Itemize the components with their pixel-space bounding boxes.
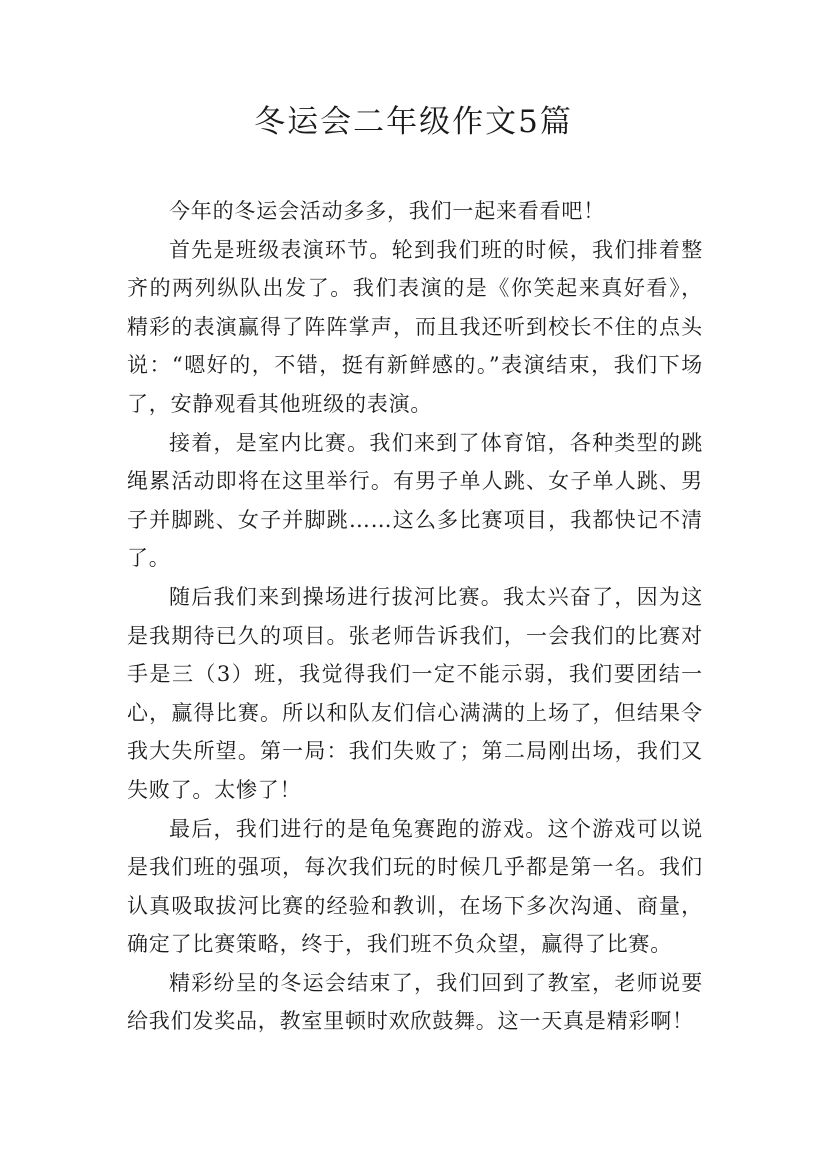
paragraph-tug-of-war: 随后我们来到操场进行拔河比赛。我太兴奋了，因为这是我期待已久的项目。张老师告诉我们，一会我们的比赛对手是三（3）班，我觉得我们一定不能示弱，我们要团结一心，赢得比赛。所以和队友们信心满满的上场了，但结果令我大失所望。第一局：我们失败了；第二局刚出场，我们又失败了。太惨了！: [127, 584, 703, 802]
paragraph-intro: 今年的冬运会活动多多，我们一起来看看吧！: [169, 199, 605, 223]
document-title: 冬运会二年级作文5篇: [254, 104, 573, 140]
paragraph-conclusion: 精彩纷呈的冬运会结束了，我们回到了教室，老师说要给我们发奖品，教室里顿时欢欣鼓舞。这一天真是精彩啊！: [127, 970, 703, 1034]
paragraph-class-performance: 首先是班级表演环节。轮到我们班的时候，我们排着整齐的两列纵队出发了。我们表演的是《你笑起来真好看》，精彩的表演赢得了阵阵掌声，而且我还听到校长不住的点头说：“嗯好的，不错，挺有新鲜感的。”表演结束，我们下场了，安静观看其他班级的表演。: [127, 237, 703, 416]
essay-body: [127, 192, 703, 1041]
paragraph-tortoise-hare-race: 最后，我们进行的是龟兔赛跑的游戏。这个游戏可以说是我们班的强项，每次我们玩的时候几乎都是第一名。我们认真吸取拔河比赛的经验和教训，在场下多次沟通、商量，确定了比赛策略，终于，我们班不负众望，赢得了比赛。: [127, 816, 703, 957]
paragraph-indoor-contest: 接着，是室内比赛。我们来到了体育馆，各种类型的跳绳累活动即将在这里举行。有男子单人跳、女子单人跳、男子并脚跳、女子并脚跳……这么多比赛项目，我都快记不清了。: [127, 430, 703, 571]
